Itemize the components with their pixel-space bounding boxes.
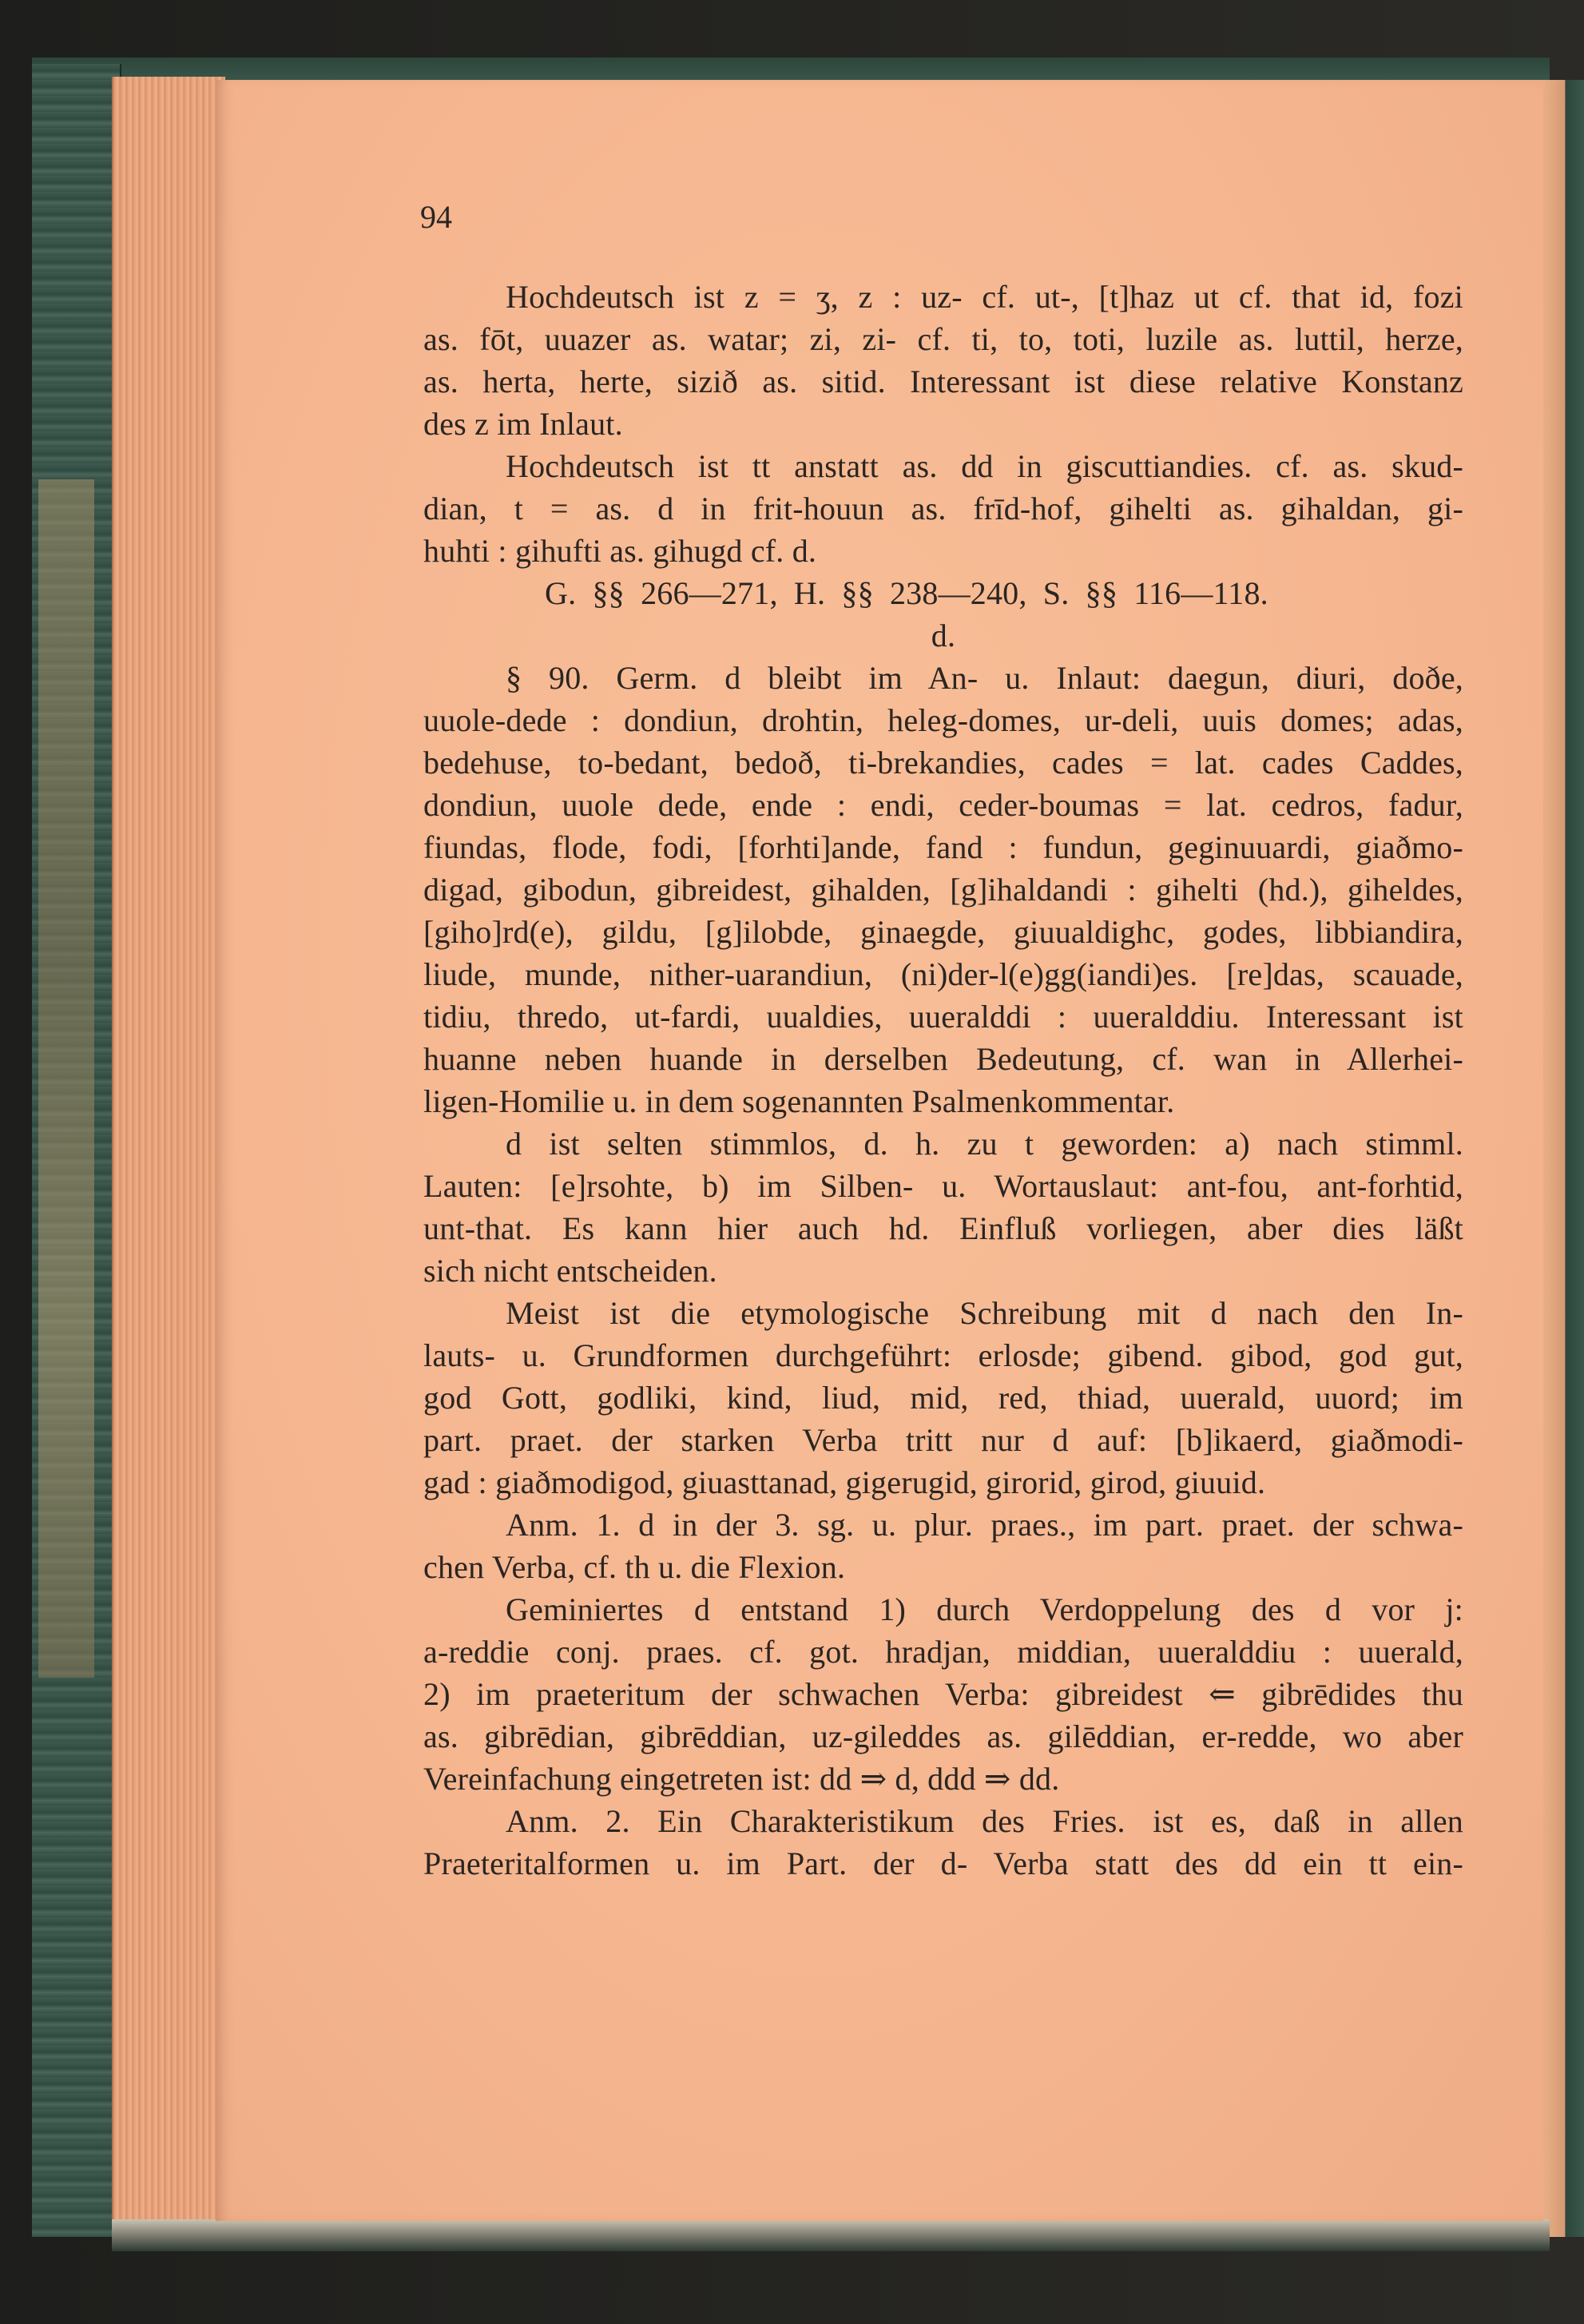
text-line: liude, munde, nither-uarandiun, (ni)der-l(e)gg(iandi)es. [re]das, scauade,	[423, 956, 1463, 992]
text-line: Meist ist die etymologische Schreibung mit d nach den In-	[506, 1295, 1463, 1331]
page-body	[423, 276, 1463, 1885]
text-line: chen Verba, cf. th u. die Flexion.	[423, 1549, 846, 1585]
text-line: bedehuse, to-bedant, bedoð, ti-brekandies, cades = lat. cades Caddes,	[423, 745, 1463, 781]
text-line: as. herta, herte, sizið as. sitid. Interessant ist diese relative Konstanz	[423, 363, 1463, 399]
text-line: lauts- u. Grundformen durchgeführt: erlosde; gibend. gibod, god gut,	[423, 1337, 1463, 1373]
text-line: d ist selten stimmlos, d. h. zu t geworden: a) nach stimml.	[506, 1126, 1463, 1162]
book-bottom-edge	[112, 2219, 1550, 2251]
text-line: huanne neben huande in derselben Bedeutung, cf. wan in Allerhei-	[423, 1041, 1463, 1077]
cover-wear-patch	[38, 479, 94, 1678]
text-line: tidiu, thredo, ut-fardi, uualdies, uueralddi : uueralddiu. Interessant ist	[423, 999, 1463, 1035]
text-line: part. praet. der starken Verba tritt nur d auf: [b]ikaerd, giaðmodi-	[423, 1422, 1463, 1458]
text-line: uuole-dede : dondiun, drohtin, heleg-domes, ur-deli, uuis domes; adas,	[423, 702, 1463, 738]
page-number: 94	[420, 199, 452, 235]
text-line: § 90. Germ. d bleibt im An- u. Inlaut: daegun, diuri, doðe,	[506, 660, 1463, 696]
page-stack-edges	[112, 77, 225, 2226]
text-line: a-reddie conj. praes. cf. got. hradjan, middian, uueralddiu : uuerald,	[423, 1634, 1463, 1670]
book-cover-left	[32, 64, 121, 2237]
text-line: gad : giaðmodigod, giuasttanad, gigerugid, girorid, girod, giuuid.	[423, 1464, 1266, 1500]
text-line: Hochdeutsch ist z = ʒ, z : uz- cf. ut-, [t]haz ut cf. that id, fozi	[506, 279, 1463, 315]
text-line: huhti : gihufti as. gihugd cf. d.	[423, 533, 817, 569]
text-line: Hochdeutsch ist tt anstatt as. dd in giscuttiandies. cf. as. skud-	[506, 448, 1463, 484]
book-cover-right	[1542, 80, 1584, 2237]
text-line: Praeteritalformen u. im Part. der d- Verba statt des dd ein tt ein-	[423, 1845, 1463, 1881]
text-line: dian, t = as. d in frit-houun as. frīd-hof, gihelti as. gihaldan, gi-	[423, 491, 1463, 526]
text-line: dondiun, uuole dede, ende : endi, ceder-boumas = lat. cedros, fadur,	[423, 787, 1463, 823]
text-line: digad, gibodun, gibreidest, gihalden, [g]ihaldandi : gihelti (hd.), giheldes,	[423, 872, 1463, 908]
text-line: as. fōt, uuazer as. watar; zi, zi- cf. ti, to, toti, luzile as. luttil, herze,	[423, 321, 1463, 357]
text-line: ligen-Homilie u. in dem sogenannten Psalmenkommentar.	[423, 1083, 1175, 1119]
text-line: Geminiertes d entstand 1) durch Verdoppelung des d vor j:	[506, 1591, 1463, 1627]
text-line: as. gibrēdian, gibrēddian, uz-gileddes as. gilēddian, er-redde, wo aber	[423, 1718, 1463, 1754]
text-line: god Gott, godliki, kind, liud, mid, red, thiad, uuerald, uuord; im	[423, 1380, 1463, 1416]
section-heading: d.	[931, 618, 956, 654]
text-line: [giho]rd(e), gildu, [g]ilobde, ginaegde, giuualdighc, godes, libbiandira,	[423, 914, 1463, 950]
text-line: fiundas, flode, fodi, [forhti]ande, fand : fundun, geginuuardi, giaðmo-	[423, 829, 1463, 865]
text-line: Anm. 2. Ein Charakteristikum des Fries. ist es, daß in allen	[506, 1803, 1463, 1839]
text-line: unt-that. Es kann hier auch hd. Einfluß vorliegen, aber dies läßt	[423, 1210, 1463, 1246]
text-line: 2) im praeteritum der schwachen Verba: gibreidest ⇐ gibrēdides thu	[423, 1676, 1463, 1712]
reference-line: G. §§ 266—271, H. §§ 238—240, S. §§ 116—118.	[545, 575, 1268, 611]
text-line: des z im Inlaut.	[423, 406, 623, 442]
text-line: Lauten: [e]rsohte, b) im Silben- u. Wortauslaut: ant-fou, ant-forhtid,	[423, 1168, 1463, 1204]
text-line: Anm. 1. d in der 3. sg. u. plur. praes., im part. praet. der schwa-	[506, 1507, 1463, 1543]
text-line: Vereinfachung eingetreten ist: dd ⇒ d, ddd ⇒ dd.	[423, 1761, 1060, 1797]
text-line: sich nicht entscheiden.	[423, 1253, 717, 1289]
